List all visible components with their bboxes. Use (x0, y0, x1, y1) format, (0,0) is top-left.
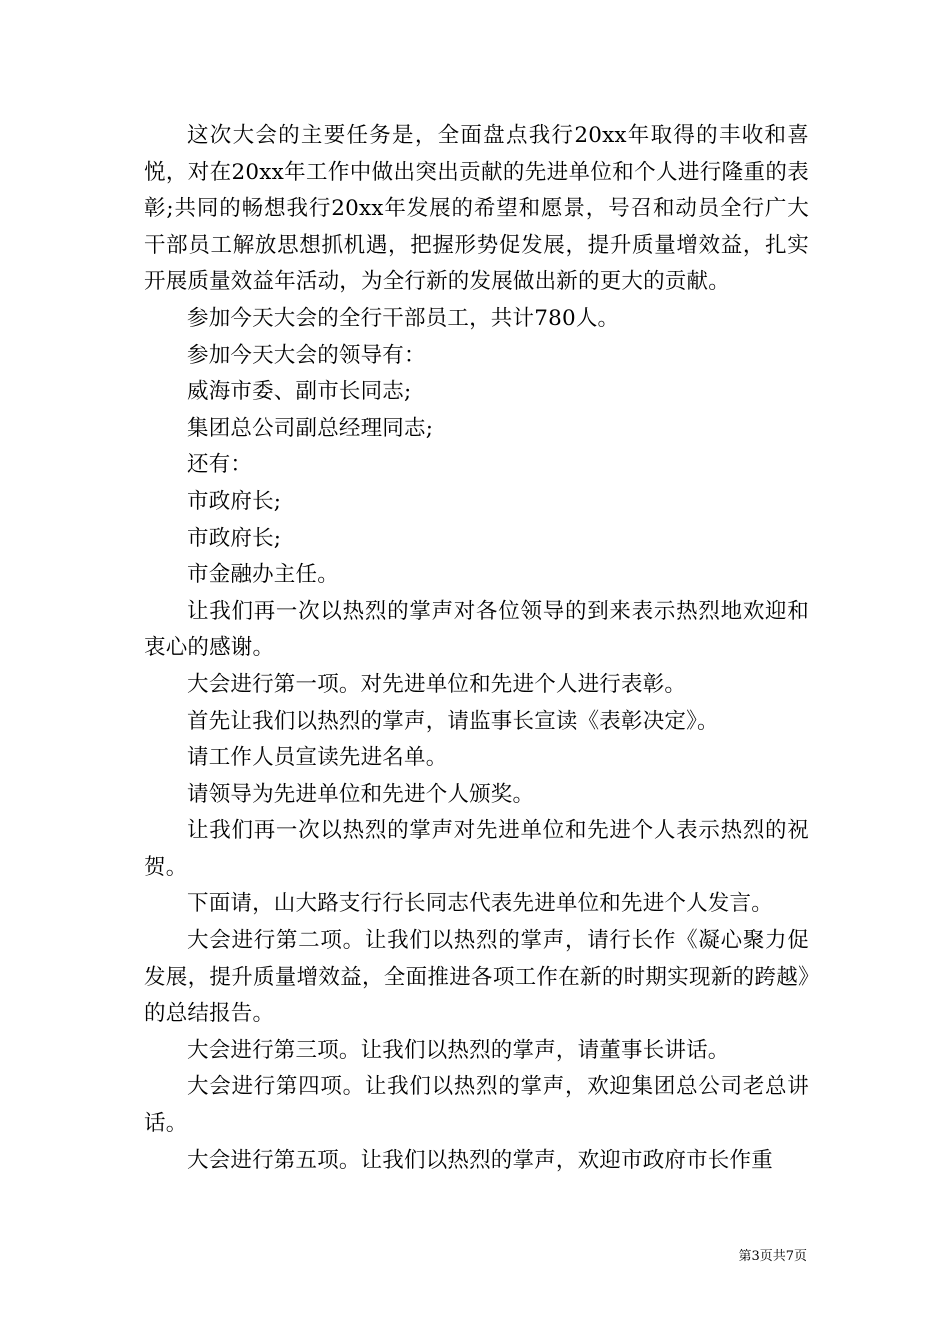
paragraph-congratulations: 让我们再一次以热烈的掌声对先进单位和先进个人表示热烈的祝贺。 (144, 818, 809, 880)
paragraph-welcome-applause: 让我们再一次以热烈的掌声对各位领导的到来表示热烈地欢迎和衷心的感谢。 (144, 598, 809, 661)
paragraph-award: 请领导为先进单位和先进个人颁奖。 (187, 781, 535, 807)
paragraph-meeting-tasks: 这次大会的主要任务是，全面盘点我行20xx年取得的丰收和喜悦，对在20xx年工作中做出突出贡献的先进单位和个人进行隆重的表彰;共同的畅想我行20xx年发展的希望和愿景，号召和动员全行广大干部员工解放思想抓机遇，把握形势促发展，提升质量增效益，扎实开展质量效益年活动，为全行新的发展做出新的更大的贡献。 (144, 123, 809, 295)
paragraph-leader-4: 市政府长; (187, 525, 282, 551)
paragraph-also: 还有： (187, 452, 253, 478)
paragraph-leader-3: 市政府长; (187, 488, 282, 514)
paragraph-leader-5: 市金融办主任。 (187, 562, 339, 588)
paragraph-leaders-intro: 参加今天大会的领导有： (187, 342, 426, 368)
paragraph-agenda-item-2: 大会进行第二项。让我们以热烈的掌声，请行长作《凝心聚力促发展，提升质量增效益，全面推进各项工作在新的时期实现新的跨越》的总结报告。 (144, 928, 809, 1027)
paragraph-agenda-item-4: 大会进行第四项。让我们以热烈的掌声，欢迎集团总公司老总讲话。 (144, 1074, 809, 1137)
paragraph-read-decision: 首先让我们以热烈的掌声，请监事长宣读《表彰决定》。 (187, 708, 719, 734)
paragraph-read-list: 请工作人员宣读先进名单。 (187, 745, 448, 771)
paragraph-agenda-item-1: 大会进行第一项。对先进单位和先进个人进行表彰。 (187, 671, 687, 697)
paragraph-representative-speech: 下面请，山大路支行行长同志代表先进单位和先进个人发言。 (187, 891, 773, 917)
paragraph-agenda-item-3: 大会进行第三项。让我们以热烈的掌声，请董事长讲话。 (187, 1037, 730, 1063)
paragraph-leader-2: 集团总公司副总经理同志; (187, 415, 434, 441)
document-body (144, 118, 809, 1179)
page-number-footer: 第3页共7页 (738, 1249, 807, 1264)
paragraph-agenda-item-5: 大会进行第五项。让我们以热烈的掌声，欢迎市政府市长作重 (187, 1147, 773, 1173)
paragraph-leader-1: 威海市委、副市长同志; (187, 379, 412, 405)
paragraph-attendance: 参加今天大会的全行干部员工，共计780人。 (187, 305, 620, 331)
